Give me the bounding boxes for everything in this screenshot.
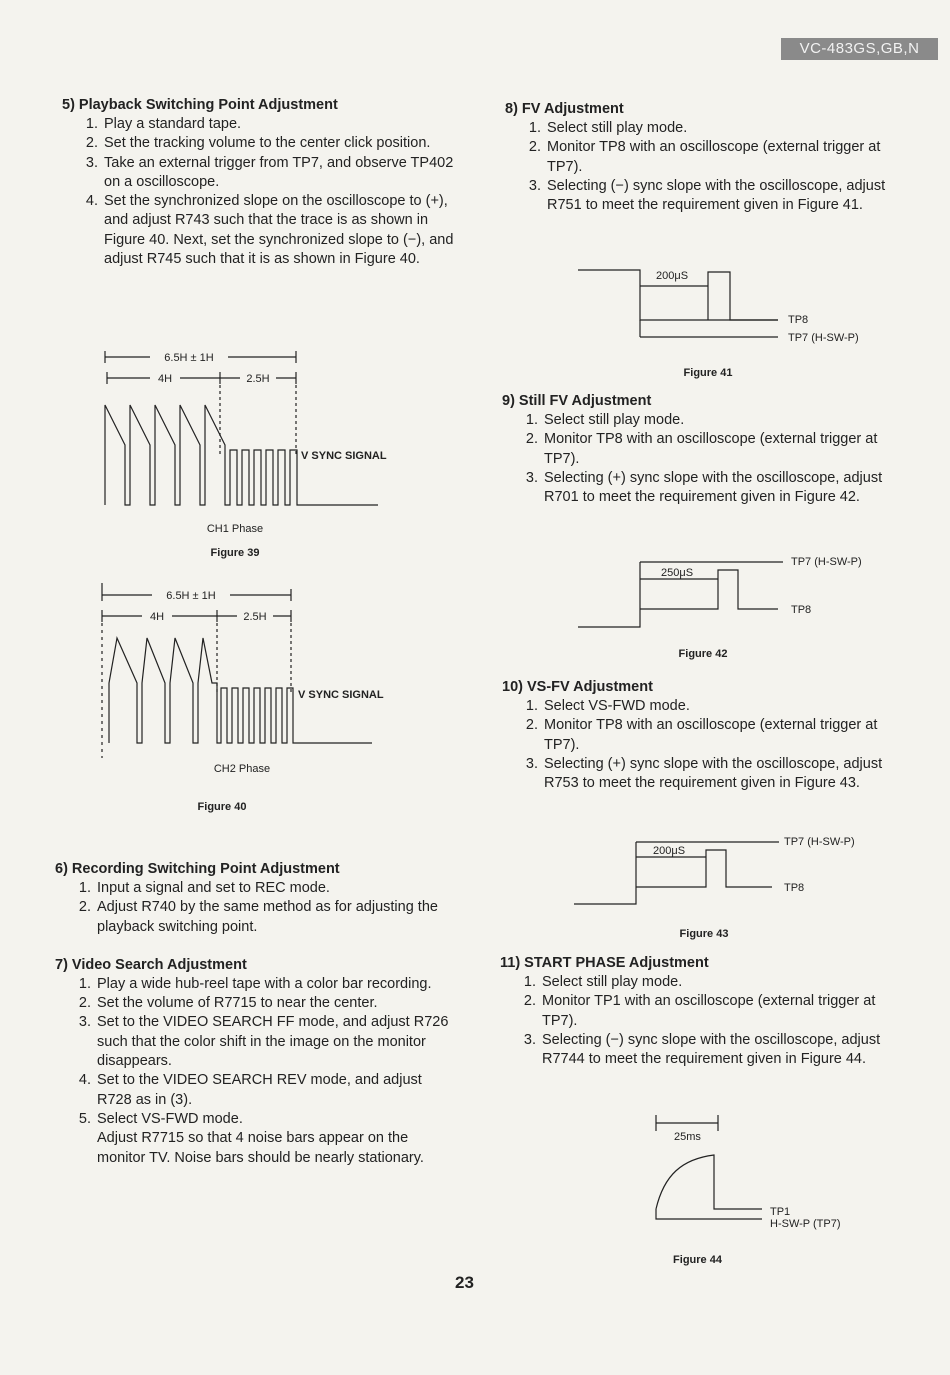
span-b-label: 2.5H <box>243 611 267 623</box>
waveform-diagram <box>578 552 898 632</box>
span-a-label: 4H <box>149 611 165 623</box>
section-title: 10) VS-FV Adjustment <box>502 679 653 695</box>
figure-caption: Figure 44 <box>673 1254 722 1266</box>
trace-label-a: TP7 (H-SW-P) <box>784 836 855 848</box>
figure-42 <box>578 552 898 667</box>
section-title: 7) Video Search Adjustment <box>55 956 247 973</box>
figure-caption: Figure 41 <box>683 367 733 379</box>
trace-label-a: TP7 (H-SW-P) <box>791 556 862 568</box>
step: 2. Monitor TP1 with an oscilloscope (external trigger at TP7). <box>540 992 900 1031</box>
trace-label-a: TP8 <box>788 314 809 326</box>
step-list <box>500 973 900 1069</box>
trace-label-b: H-SW-P (TP7) <box>770 1218 841 1230</box>
figure-44 <box>650 1113 910 1273</box>
step: 3. Selecting (−) sync slope with the oscilloscope, adjust R7744 to meet the requirement given in Figure 44. <box>540 1031 900 1070</box>
step-list <box>55 975 455 1129</box>
step: 1. Play a wide hub-reel tape with a color bar recording. <box>95 975 455 994</box>
figure-39 <box>100 345 420 570</box>
step-list <box>62 115 462 269</box>
time-label: 25ms <box>674 1131 701 1143</box>
step: 4. Set the synchronized slope on the oscilloscope to (+), and adjust R743 such that the trace is as shown in Figure 40. Next, set the synchronized slope to (−), and adjust R745 such that it is as shown in Figure 40. <box>102 192 462 269</box>
step: 2. Set the tracking volume to the center click position. <box>102 134 462 153</box>
waveform-diagram <box>574 832 894 912</box>
step-list <box>55 879 455 937</box>
left-column-lower <box>55 860 455 1168</box>
span-b-label: 2.5H <box>246 373 270 385</box>
time-label: 200μS <box>653 845 686 857</box>
step: 4. Set to the VIDEO SEARCH REV mode, and adjust R728 as in (3). <box>95 1071 455 1110</box>
section-title: 9) Still FV Adjustment <box>502 393 652 409</box>
waveform-diagram <box>100 345 420 520</box>
left-column <box>62 96 462 269</box>
figure-caption: Figure 40 <box>197 801 247 813</box>
section-title: 5) Playback Switching Point Adjustment <box>62 97 338 113</box>
step-list <box>505 119 905 215</box>
section-title: 6) Recording Switching Point Adjustment <box>55 861 340 877</box>
section-playback-switching <box>62 96 462 269</box>
step: 3. Set to the VIDEO SEARCH FF mode, and adjust R726 such that the color shift in the image on the monitor disappears. <box>95 1013 455 1071</box>
time-label: 200μS <box>656 270 689 282</box>
signal-label: V SYNC SIGNAL <box>301 450 387 462</box>
trace-label-b: TP8 <box>791 604 812 616</box>
section-start-phase <box>500 954 900 1069</box>
section-title: 11) START PHASE Adjustment <box>500 955 709 971</box>
step-note: Adjust R7715 so that 4 noise bars appear on the monitor TV. Noise bars should be nearly stationary. <box>97 1130 424 1166</box>
step: 3. Selecting (+) sync slope with the oscilloscope, adjust R701 to meet the requirement given in Figure 42. <box>542 469 902 508</box>
step: 3. Selecting (−) sync slope with the oscilloscope, adjust R751 to meet the requirement given in Figure 41. <box>545 177 905 216</box>
step: 1. Play a standard tape. <box>102 115 462 134</box>
model-badge: VC-483GS,GB,N <box>781 38 938 60</box>
phase-label: CH1 Phase <box>206 523 264 535</box>
step: 5. Select VS-FWD mode. <box>95 1110 455 1129</box>
figure-caption: Figure 42 <box>678 648 728 660</box>
section-still-fv <box>502 392 902 507</box>
figure-caption: Figure 39 <box>210 547 260 559</box>
step: 3. Take an external trigger from TP7, and observe TP402 on a oscilloscope. <box>102 154 462 193</box>
phase-label: CH2 Phase <box>213 763 271 775</box>
step: 1. Select VS-FWD mode. <box>542 697 902 716</box>
span-total-label: 6.5H ± 1H <box>166 590 216 602</box>
step-list <box>502 411 902 507</box>
section-video-search <box>55 956 455 1168</box>
figure-caption: Figure 43 <box>679 928 729 940</box>
time-label: 250μS <box>661 567 694 579</box>
step: 2. Monitor TP8 with an oscilloscope (external trigger at TP7). <box>545 138 905 177</box>
section-vs-fv <box>502 678 902 793</box>
section-fv <box>505 100 905 215</box>
trace-label-a: TP1 <box>770 1206 791 1218</box>
waveform-diagram <box>650 1113 910 1233</box>
section-recording-switching <box>55 860 455 937</box>
figure-43 <box>574 832 894 947</box>
span-total-label: 6.5H ± 1H <box>164 352 214 364</box>
step-list <box>502 697 902 793</box>
step: 2. Monitor TP8 with an oscilloscope (external trigger at TP7). <box>542 430 902 469</box>
trace-label-b: TP7 (H-SW-P) <box>788 332 859 344</box>
step: 3. Selecting (+) sync slope with the oscilloscope, adjust R753 to meet the requirement given in Figure 43. <box>542 755 902 794</box>
figure-41 <box>578 262 898 387</box>
section-title: 8) FV Adjustment <box>505 101 624 117</box>
signal-label: V SYNC SIGNAL <box>298 689 384 701</box>
waveform-diagram <box>578 262 898 352</box>
span-a-label: 4H <box>157 373 173 385</box>
step: 1. Select still play mode. <box>540 973 900 992</box>
step: 2. Monitor TP8 with an oscilloscope (external trigger at TP7). <box>542 716 902 755</box>
figure-40 <box>97 583 417 818</box>
step: 1. Select still play mode. <box>542 411 902 430</box>
waveform-diagram <box>97 583 417 763</box>
step: 1. Input a signal and set to REC mode. <box>95 879 455 898</box>
trace-label-b: TP8 <box>784 882 805 894</box>
page-number: 23 <box>455 1273 474 1292</box>
step: 2. Adjust R740 by the same method as for adjusting the playback switching point. <box>95 898 455 937</box>
step: 1. Select still play mode. <box>545 119 905 138</box>
step: 2. Set the volume of R7715 to near the center. <box>95 994 455 1013</box>
